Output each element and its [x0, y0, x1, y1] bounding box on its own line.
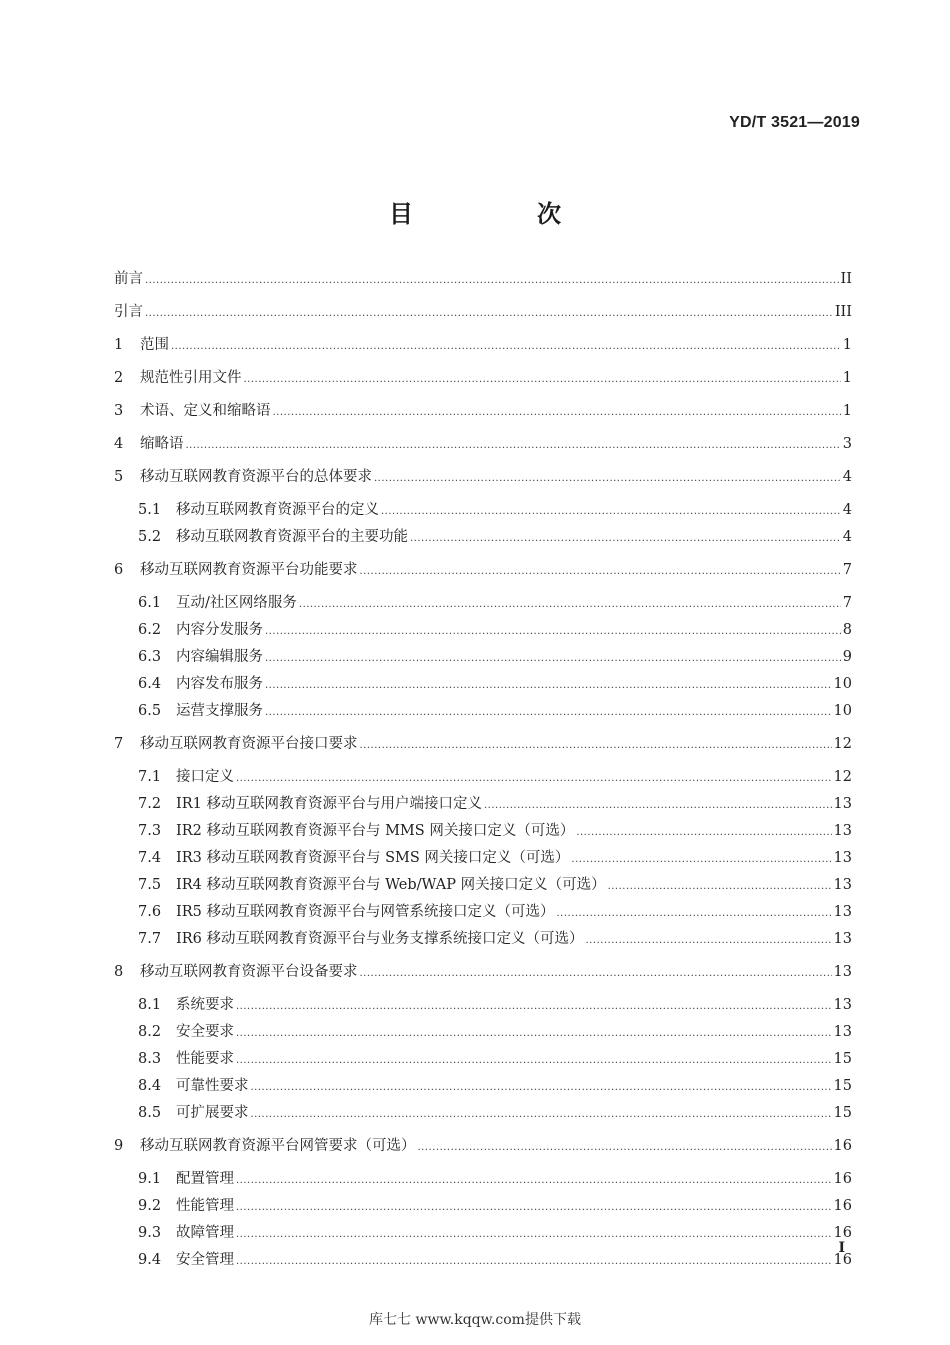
toc-leader-dots	[186, 437, 841, 455]
toc-entry-page: III	[834, 304, 852, 320]
toc-entry[interactable]	[114, 528, 852, 548]
toc-entry-label: 安全要求	[176, 1024, 234, 1040]
toc-entry-number: 9.1	[138, 1171, 162, 1187]
toc-entry-page: 16	[833, 1252, 852, 1268]
toc-leader-dots	[236, 1199, 832, 1217]
toc-entry-label: 移动互联网教育资源平台的总体要求	[140, 469, 372, 485]
toc-entry[interactable]	[114, 702, 852, 722]
page-title: 目 次	[389, 200, 611, 228]
toc-entry-page: 4	[842, 529, 852, 545]
toc-entry-number: 8.2	[138, 1024, 162, 1040]
toc-entry-number: 2	[114, 370, 124, 386]
toc-entry-number: 1	[114, 337, 124, 353]
toc-entry-label: IR6 移动互联网教育资源平台与业务支撑系统接口定义（可选）	[176, 931, 584, 947]
toc-entry-page: 15	[833, 1051, 852, 1067]
toc-leader-dots	[236, 1226, 832, 1244]
toc-entry[interactable]	[114, 996, 852, 1016]
toc-entry-label: 范围	[140, 337, 169, 353]
toc-leader-dots	[145, 305, 833, 323]
toc-entry-page: 1	[842, 370, 852, 386]
toc-entry-label: 故障管理	[176, 1225, 234, 1241]
toc-entry-label: 移动互联网教育资源平台的主要功能	[176, 529, 408, 545]
toc-entry[interactable]	[114, 822, 852, 842]
toc-entry[interactable]	[114, 1023, 852, 1043]
toc-entry-page: 13	[833, 904, 852, 920]
toc-entry-number: 8.4	[138, 1078, 162, 1094]
toc-entry-label: IR5 移动互联网教育资源平台与网管系统接口定义（可选）	[176, 904, 555, 920]
toc-entry-page: 13	[833, 823, 852, 839]
toc-entry-number: 8.3	[138, 1051, 162, 1067]
toc-entry-number: 7.3	[138, 823, 162, 839]
toc-entry[interactable]	[114, 270, 852, 290]
toc-entry[interactable]	[114, 849, 852, 869]
toc-entry-label: 引言	[114, 304, 143, 320]
toc-entry-page: 15	[833, 1105, 852, 1121]
toc-entry-label: 内容发布服务	[176, 676, 263, 692]
toc-entry-number: 5.2	[138, 529, 162, 545]
toc-entry-number: 4	[114, 436, 124, 452]
toc-entry-label: IR2 移动互联网教育资源平台与 MMS 网关接口定义（可选）	[176, 823, 575, 839]
toc-entry-number: 8.1	[138, 997, 162, 1013]
toc-entry[interactable]	[114, 402, 852, 422]
toc-leader-dots	[571, 851, 831, 869]
toc-entry-number: 7.2	[138, 796, 162, 812]
toc-entry[interactable]	[114, 963, 852, 983]
toc-entry-page: 8	[842, 622, 852, 638]
toc-entry[interactable]	[114, 594, 852, 614]
toc-entry[interactable]	[114, 1170, 852, 1190]
toc-entry-page: 13	[833, 964, 852, 980]
toc-entry-number: 6.2	[138, 622, 162, 638]
toc-entry-number: 7.7	[138, 931, 162, 947]
toc-entry-page: 7	[842, 562, 852, 578]
toc-entry[interactable]	[114, 876, 852, 896]
toc-entry-page: 7	[842, 595, 852, 611]
toc-entry-label: 前言	[114, 271, 143, 287]
toc-leader-dots	[265, 677, 832, 695]
toc-entry-page: II	[840, 271, 852, 287]
toc-leader-dots	[265, 623, 841, 641]
toc-leader-dots	[171, 338, 841, 356]
toc-entry-number: 9	[114, 1138, 124, 1154]
standard-code: YD/T 3521—2019	[729, 114, 860, 131]
toc-entry-page: 1	[842, 337, 852, 353]
toc-entry-page: 16	[833, 1225, 852, 1241]
toc-leader-dots	[585, 932, 831, 950]
toc-leader-dots	[360, 737, 832, 755]
toc-entry[interactable]	[114, 1137, 852, 1157]
toc-entry-label: 移动互联网教育资源平台设备要求	[140, 964, 358, 980]
toc-entry-label: IR1 移动互联网教育资源平台与用户端接口定义	[176, 796, 482, 812]
toc-entry-page: 15	[833, 1078, 852, 1094]
toc-entry-number: 9.4	[138, 1252, 162, 1268]
toc-leader-dots	[360, 965, 832, 983]
toc-entry-page: 4	[842, 502, 852, 518]
toc-entry-number: 8	[114, 964, 124, 980]
toc-leader-dots	[251, 1079, 832, 1097]
toc-entry[interactable]	[114, 930, 852, 950]
toc-entry[interactable]	[114, 1077, 852, 1097]
toc-entry-label: 系统要求	[176, 997, 234, 1013]
toc-entry[interactable]	[114, 675, 852, 695]
toc-leader-dots	[273, 404, 841, 422]
toc-entry-page: 9	[842, 649, 852, 665]
toc-leader-dots	[236, 1172, 832, 1190]
toc-entry-number: 6.1	[138, 595, 162, 611]
toc-entry-label: 配置管理	[176, 1171, 234, 1187]
toc-entry-number: 6.4	[138, 676, 162, 692]
toc-entry[interactable]	[114, 1251, 852, 1271]
toc-entry-label: 术语、定义和缩略语	[140, 403, 271, 419]
toc-entry-number: 7	[114, 736, 124, 752]
toc-entry-number: 9.3	[138, 1225, 162, 1241]
toc-entry[interactable]	[114, 1224, 852, 1244]
toc-entry-page: 13	[833, 1024, 852, 1040]
toc-entry-page: 12	[833, 736, 852, 752]
toc-entry[interactable]	[114, 1104, 852, 1124]
toc-entry-number: 5	[114, 469, 124, 485]
toc-entry[interactable]	[114, 735, 852, 755]
toc-entry-page: 16	[833, 1171, 852, 1187]
toc-entry-label: 可靠性要求	[176, 1078, 249, 1094]
toc-entry[interactable]	[114, 561, 852, 581]
toc-entry-page: 12	[833, 769, 852, 785]
toc-entry-page: 13	[833, 796, 852, 812]
toc-entry-label: 性能管理	[176, 1198, 234, 1214]
toc-entry-page: 16	[833, 1138, 852, 1154]
toc-entry[interactable]	[114, 369, 852, 389]
toc-entry[interactable]	[114, 468, 852, 488]
toc-entry-label: 运营支撑服务	[176, 703, 263, 719]
toc-leader-dots	[410, 530, 841, 548]
toc-entry-label: 接口定义	[176, 769, 234, 785]
toc-leader-dots	[265, 704, 832, 722]
toc-entry[interactable]	[114, 648, 852, 668]
toc-entry[interactable]	[114, 1197, 852, 1217]
toc-entry-number: 6.5	[138, 703, 162, 719]
toc-entry-page: 16	[833, 1198, 852, 1214]
toc-entry-number: 7.1	[138, 769, 162, 785]
toc-entry-label: 移动互联网教育资源平台网管要求（可选）	[140, 1138, 416, 1154]
toc-leader-dots	[374, 470, 841, 488]
toc-entry-page: 4	[842, 469, 852, 485]
toc-entry-number: 6	[114, 562, 124, 578]
toc-entry-page: 13	[833, 850, 852, 866]
toc-entry-page: 10	[833, 676, 852, 692]
footer-watermark-text: 库七七 www.kqqw.com提供下载	[369, 1312, 581, 1328]
toc-entry-label: 移动互联网教育资源平台的定义	[176, 502, 379, 518]
toc-entry-number: 8.5	[138, 1105, 162, 1121]
toc-entry-page: 3	[842, 436, 852, 452]
toc-entry-number: 6.3	[138, 649, 162, 665]
toc-leader-dots	[236, 1052, 832, 1070]
toc-leader-dots	[299, 596, 841, 614]
toc-leader-dots	[484, 797, 832, 815]
toc-entry-page: 13	[833, 931, 852, 947]
toc-entry[interactable]	[114, 303, 852, 323]
toc-entry-page: 10	[833, 703, 852, 719]
toc-leader-dots	[360, 563, 841, 581]
toc-entry[interactable]	[114, 501, 852, 521]
toc-entry-label: 规范性引用文件	[140, 370, 242, 386]
toc-entry-label: 内容编辑服务	[176, 649, 263, 665]
table-of-contents	[114, 270, 852, 1271]
toc-entry-label: 性能要求	[176, 1051, 234, 1067]
toc-entry-label: 内容分发服务	[176, 622, 263, 638]
toc-leader-dots	[381, 503, 841, 521]
toc-leader-dots	[236, 770, 832, 788]
toc-leader-dots	[556, 905, 831, 923]
toc-entry[interactable]	[114, 621, 852, 641]
toc-leader-dots	[608, 878, 832, 896]
page-number: I	[838, 1240, 845, 1256]
toc-entry-page: 13	[833, 997, 852, 1013]
toc-entry-number: 5.1	[138, 502, 162, 518]
toc-leader-dots	[251, 1106, 832, 1124]
toc-entry[interactable]	[114, 336, 852, 356]
toc-entry-label: 移动互联网教育资源平台功能要求	[140, 562, 358, 578]
toc-entry-page: 13	[833, 877, 852, 893]
toc-entry-label: 安全管理	[176, 1252, 234, 1268]
toc-entry-label: IR4 移动互联网教育资源平台与 Web/WAP 网关接口定义（可选）	[176, 877, 606, 893]
toc-leader-dots	[244, 371, 841, 389]
toc-entry[interactable]	[114, 903, 852, 923]
toc-leader-dots	[236, 1253, 832, 1271]
toc-entry[interactable]	[114, 768, 852, 788]
toc-entry-label: 互动/社区网络服务	[176, 595, 297, 611]
toc-leader-dots	[418, 1139, 832, 1157]
toc-entry-page: 1	[842, 403, 852, 419]
toc-entry-label: IR3 移动互联网教育资源平台与 SMS 网关接口定义（可选）	[176, 850, 570, 866]
toc-entry[interactable]	[114, 795, 852, 815]
toc-entry[interactable]	[114, 435, 852, 455]
toc-leader-dots	[236, 998, 832, 1016]
toc-entry-number: 9.2	[138, 1198, 162, 1214]
toc-leader-dots	[265, 650, 841, 668]
toc-entry-number: 7.4	[138, 850, 162, 866]
toc-entry-label: 缩略语	[140, 436, 184, 452]
toc-leader-dots	[236, 1025, 832, 1043]
toc-entry-number: 7.6	[138, 904, 162, 920]
toc-entry-number: 3	[114, 403, 124, 419]
toc-entry-number: 7.5	[138, 877, 162, 893]
toc-entry-label: 可扩展要求	[176, 1105, 249, 1121]
toc-leader-dots	[145, 272, 839, 290]
toc-leader-dots	[576, 824, 831, 842]
toc-entry[interactable]	[114, 1050, 852, 1070]
toc-entry-label: 移动互联网教育资源平台接口要求	[140, 736, 358, 752]
